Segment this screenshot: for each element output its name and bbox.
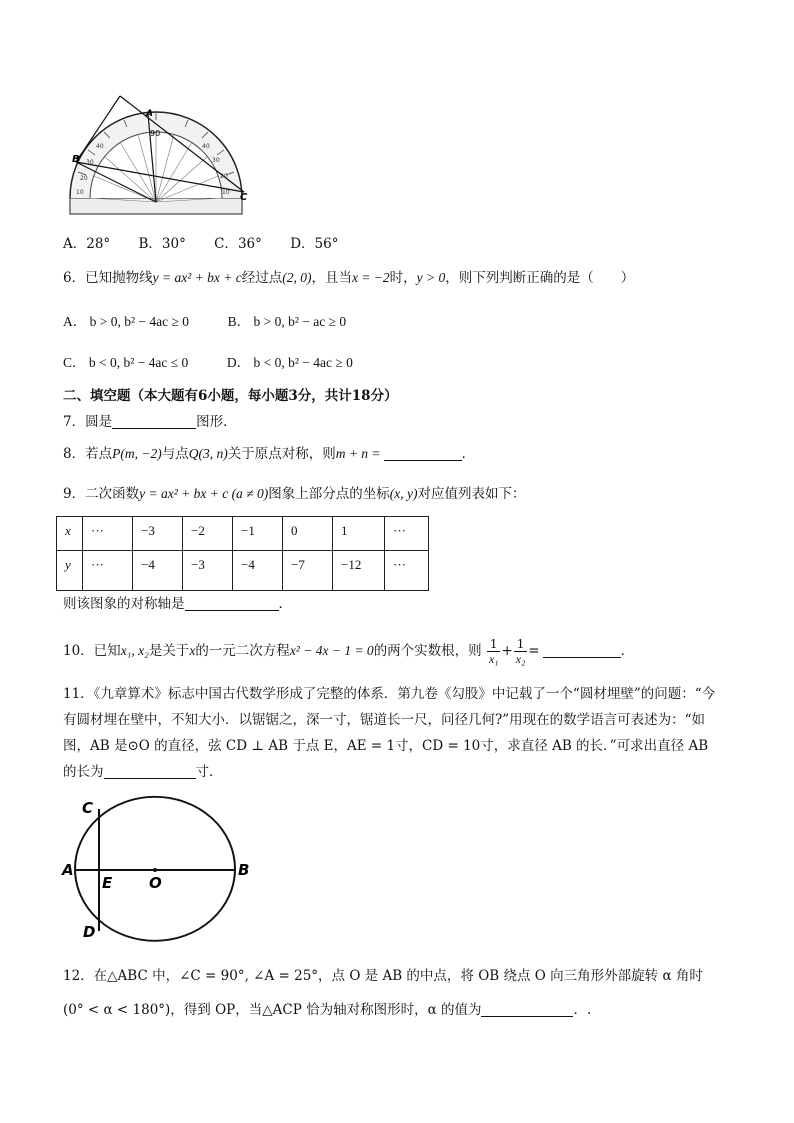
q8-suffix: ． <box>461 446 476 462</box>
q10-mid3: 的两个实数根，则 <box>373 643 482 659</box>
q9-prefix: 9．二次函数 <box>63 486 140 502</box>
q9-after <box>63 594 292 614</box>
q8-point-q: Q(3, n) <box>188 446 228 461</box>
q12-answer-blank[interactable] <box>481 1002 573 1017</box>
q6-stem <box>63 268 634 288</box>
q10-fraction-2 <box>514 637 528 666</box>
table-row <box>57 551 429 591</box>
q10-equation: x² − 4x − 1 = 0 <box>289 643 374 658</box>
q9-stem <box>63 484 525 504</box>
q6-prefix: 6．已知抛物线 <box>63 270 153 286</box>
q7-suffix: 图形． <box>196 414 237 430</box>
q7 <box>63 412 237 432</box>
q9-after-text: 则该图象的对称轴是 <box>63 596 185 612</box>
q11-line-2: 有圆材埋在壁中，不知大小．以锯锯之，深一寸，锯道长一尺，问径几何?”用现在的数学语言可表述为：“如 <box>63 712 706 728</box>
table-cell: −4 <box>133 551 183 591</box>
q8-answer-blank[interactable] <box>384 446 462 461</box>
q6-cond2: y > 0 <box>416 270 446 285</box>
q10-fraction-1 <box>487 637 501 666</box>
q10-mid2: 的一元二次方程 <box>195 643 290 659</box>
q6-options-row1 <box>63 312 346 332</box>
q12-line-2 <box>63 1000 591 1020</box>
q5-options <box>63 234 362 254</box>
q9-suffix: 对应值列表如下： <box>417 486 526 502</box>
q7-answer-blank[interactable] <box>112 414 196 429</box>
q10-plus: + <box>501 643 513 659</box>
q8 <box>63 444 475 464</box>
table-cell: −4 <box>233 551 283 591</box>
q5-option-b: B．30° <box>138 236 186 252</box>
table-cell: −3 <box>183 551 233 591</box>
protractor-label-90: 90 <box>150 129 161 138</box>
q10-frac1-den: x₁ <box>488 652 499 666</box>
table-cell: −2 <box>183 517 233 551</box>
q8-point-p: P(m, −2) <box>112 446 162 461</box>
svg-text:40: 40 <box>96 143 104 150</box>
svg-text:30: 30 <box>86 159 94 166</box>
table-cell: −3 <box>133 517 183 551</box>
protractor-figure <box>64 92 254 222</box>
table-cell: y <box>57 551 83 591</box>
q12-line-1: 12．在△ABC 中，∠C = 90°, ∠A = 25°，点 O 是 AB 的中点，将 OB 绕点 O 向三角形外部旋转 α 角时 <box>63 968 703 984</box>
circle-label-o: O <box>149 874 162 892</box>
q11-line-3: 图，AB 是⊙O 的直径，弦 CD ⊥ AB 于点 E，AE = 1寸，CD = 10寸，求直径 AB 的长．”可求出直径 AB <box>63 738 709 754</box>
svg-text:20: 20 <box>80 175 88 182</box>
table-cell: −1 <box>233 517 283 551</box>
q8-mid2: 关于原点对称，则 <box>227 446 336 462</box>
q6-option-b: B． b > 0, b² − ac ≥ 0 <box>227 314 347 329</box>
q11-line4-prefix: 的长为 <box>63 764 104 780</box>
q6-equation: y = ax² + bx + c <box>152 270 242 285</box>
q10-frac2-num: 1 <box>514 637 528 652</box>
q5-option-a: A．28° <box>63 236 111 252</box>
q6-option-d: D． b < 0, b² − 4ac ≥ 0 <box>226 355 353 370</box>
circle-label-d: D <box>83 923 96 941</box>
q10-frac1-num: 1 <box>487 637 501 652</box>
protractor-label-b: B <box>72 154 80 165</box>
table-cell: 1 <box>333 517 385 551</box>
q11-line-1: 11．《九章算术》标志中国古代数学形成了完整的体系．第九卷《勾股》中记载了一个“圆材埋壁”的问题：“今 <box>63 686 716 702</box>
q8-mid: 与点 <box>161 446 189 462</box>
q11-answer-blank[interactable] <box>104 764 196 779</box>
q6-cond: x = −2 <box>351 270 390 285</box>
table-cell: x <box>57 517 83 551</box>
circle-figure <box>58 795 268 947</box>
circle-label-b: B <box>238 861 250 879</box>
q10 <box>63 634 634 668</box>
q10-prefix: 10．已知 <box>63 643 121 659</box>
protractor-label-a: A <box>146 109 153 119</box>
svg-text:40: 40 <box>202 143 210 150</box>
q9-equation: y = ax² + bx + c (a ≠ 0) <box>139 486 269 501</box>
svg-text:10: 10 <box>76 189 84 196</box>
q5-option-c: C．36° <box>214 236 262 252</box>
svg-text:10: 10 <box>222 189 230 196</box>
svg-text:30: 30 <box>212 157 220 164</box>
table-cell: ··· <box>385 551 429 591</box>
protractor-label-c: C <box>240 192 248 203</box>
q12-line2-suffix: ．. <box>573 1002 592 1018</box>
table-cell: ··· <box>83 551 133 591</box>
q5-option-d: D．56° <box>290 236 339 252</box>
q10-x: x <box>189 643 196 658</box>
q6-mid: 经过点 <box>241 270 283 286</box>
table-cell: −7 <box>283 551 333 591</box>
table-row <box>57 517 429 551</box>
q6-option-c: C． b < 0, b² − 4ac ≤ 0 <box>63 355 189 370</box>
circle-label-e: E <box>102 874 113 892</box>
q9-value-table <box>56 516 429 591</box>
q7-prefix: 7．圆是 <box>63 414 113 430</box>
svg-text:20: 20 <box>220 173 228 180</box>
q9-mid: 图象上部分点的坐标 <box>268 486 390 502</box>
circle-label-c: C <box>82 799 94 817</box>
q10-answer-blank[interactable] <box>543 643 621 658</box>
q6-point: (2, 0) <box>282 270 312 285</box>
q10-mid: 是关于 <box>148 643 190 659</box>
table-cell: −12 <box>333 551 385 591</box>
q10-suffix: ． <box>620 643 635 659</box>
q11-line4-suffix: 寸． <box>195 764 223 780</box>
q11-line-4 <box>63 762 223 782</box>
q10-equals: = <box>528 643 540 659</box>
q6-mid2: ，且当 <box>311 270 352 286</box>
q9-answer-blank[interactable] <box>185 596 279 611</box>
table-cell: ··· <box>385 517 429 551</box>
table-cell: ··· <box>83 517 133 551</box>
table-cell: 0 <box>283 517 333 551</box>
q10-vars: x₁, x₂ <box>120 643 149 658</box>
q10-frac2-den: x₂ <box>515 652 526 666</box>
q6-option-a: A． b > 0, b² − 4ac ≥ 0 <box>63 314 190 329</box>
q9-xy: (x, y) <box>389 486 418 501</box>
q8-expr: m + n = <box>335 446 381 461</box>
section-2-title: 二、填空题（本大题有6小题，每小题3分，共计18分） <box>63 388 398 404</box>
q6-options-row2 <box>63 353 353 373</box>
q9-after-suffix: ． <box>278 596 292 612</box>
q8-prefix: 8．若点 <box>63 446 113 462</box>
q6-mid3: 时， <box>389 270 417 286</box>
q6-suffix: ，则下列判断正确的是（ ） <box>445 270 635 286</box>
q12-line2-prefix: (0° < α < 180°)，得到 OP，当△ACP 恰为轴对称图形时，α 的值为 <box>63 1002 482 1018</box>
circle-label-a: A <box>62 861 74 879</box>
